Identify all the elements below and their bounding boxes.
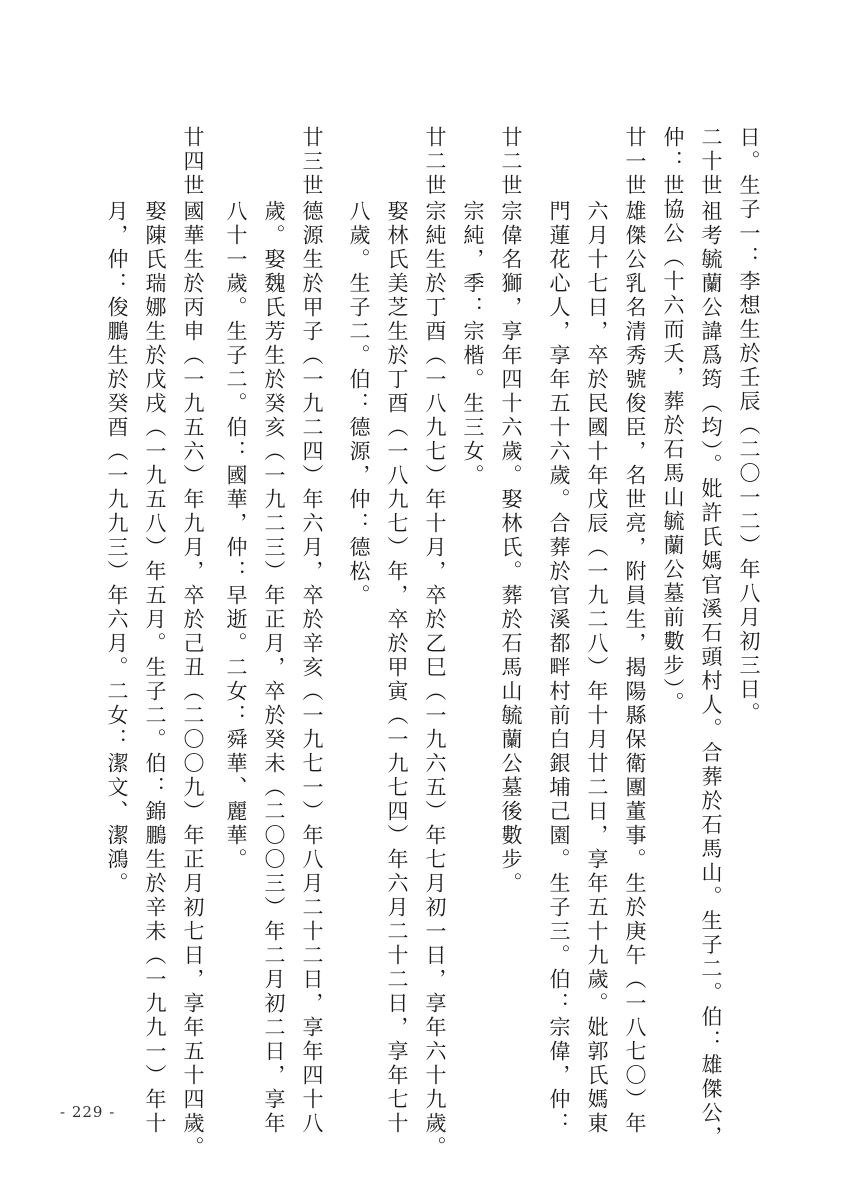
entry-text: 國華生於丙申（一九五六）年九月，卒於己丑（二〇〇九）年正月初七日，享年五十四歲。	[181, 200, 205, 1160]
entry-text: 祖考毓蘭公諱爲筠（均）。妣許氏媽官溪石頭村人。合葬於石馬山。生子二。伯：雄傑公，	[699, 200, 723, 1150]
page-number: - 229 -	[60, 1103, 116, 1121]
generation-label: 廿四世	[181, 126, 205, 198]
entry-text: 宗偉名獅，享年四十六歲。娶林氏。葬於石馬山毓蘭公墓後數步。	[499, 200, 523, 896]
text-column	[696, 126, 725, 1150]
entry-text: 娶林氏美芝生於丁酉（一八九七）年，卒於甲寅（一九七四）年六月二十二日，享年七十	[385, 200, 409, 1136]
text-column	[582, 126, 611, 1136]
text-column: 門蓮花心人，享年五十六歲。合葬於官溪都畔村前白銀埔己園。生子三。伯：宗偉，仲：	[547, 200, 571, 1136]
generation-label: 廿一世	[623, 126, 647, 198]
generation-label: 廿二世	[423, 126, 447, 198]
generation-label: 廿三世	[300, 126, 324, 198]
text-column	[178, 126, 207, 1160]
entry-text: 六月十七日，卒於民國十年戊辰（一九二八）年十月廿二日，享年五十九歲。妣郭氏媽東	[585, 200, 609, 1136]
entry-text: 宗純生於丁酉（一八九七）年十月，卒於乙巳（一九六五）年七月初一日，享年六十九歲。	[423, 200, 447, 1160]
text-column: 歲。娶魏氏芳生於癸亥（一九二三）年正月，卒於癸未（二〇〇三）年二月初二日，享年	[262, 200, 286, 1136]
text-column: 宗純，季：宗楷。生三女。	[461, 200, 485, 488]
text-column: 八歲。生子二。伯：德源，仲：德松。	[347, 200, 371, 608]
text-column	[382, 126, 411, 1136]
text-column: 日。生子一：李想生於壬辰（二〇一二）年八月初三日。	[737, 126, 761, 726]
entry-text: 雄傑公乳名清秀號俊臣，名世亮，附員生，揭陽縣保衛團董事。生於庚午（一八七〇）年	[623, 200, 647, 1136]
text-column	[297, 126, 326, 1136]
text-column: 月，仲：俊鵬生於癸酉（一九九三）年六月。二女：潔文、潔鴻。	[105, 200, 129, 896]
generation-label: 二十世	[699, 126, 723, 198]
text-column: 八十一歲。生子二。伯：國華，仲：早逝。二女：舜華、麗華。	[224, 200, 248, 872]
text-column	[620, 126, 649, 1136]
text-column: 仲：世協公（十六而夭，葬於石馬山毓蘭公墓前數步）。	[661, 126, 685, 716]
text-column	[496, 126, 525, 896]
generation-label: 廿二世	[499, 126, 523, 198]
text-column	[420, 126, 449, 1160]
entry-text: 德源生於甲子（一九二四）年六月，卒於辛亥（一九七一）年八月二十二日，享年四十八	[300, 200, 324, 1136]
text-column: 娶陳氏瑞娜生於戊戌（一九五八）年五月。生子二。伯：錦鵬生於辛未（一九九一）年十	[143, 200, 167, 1136]
